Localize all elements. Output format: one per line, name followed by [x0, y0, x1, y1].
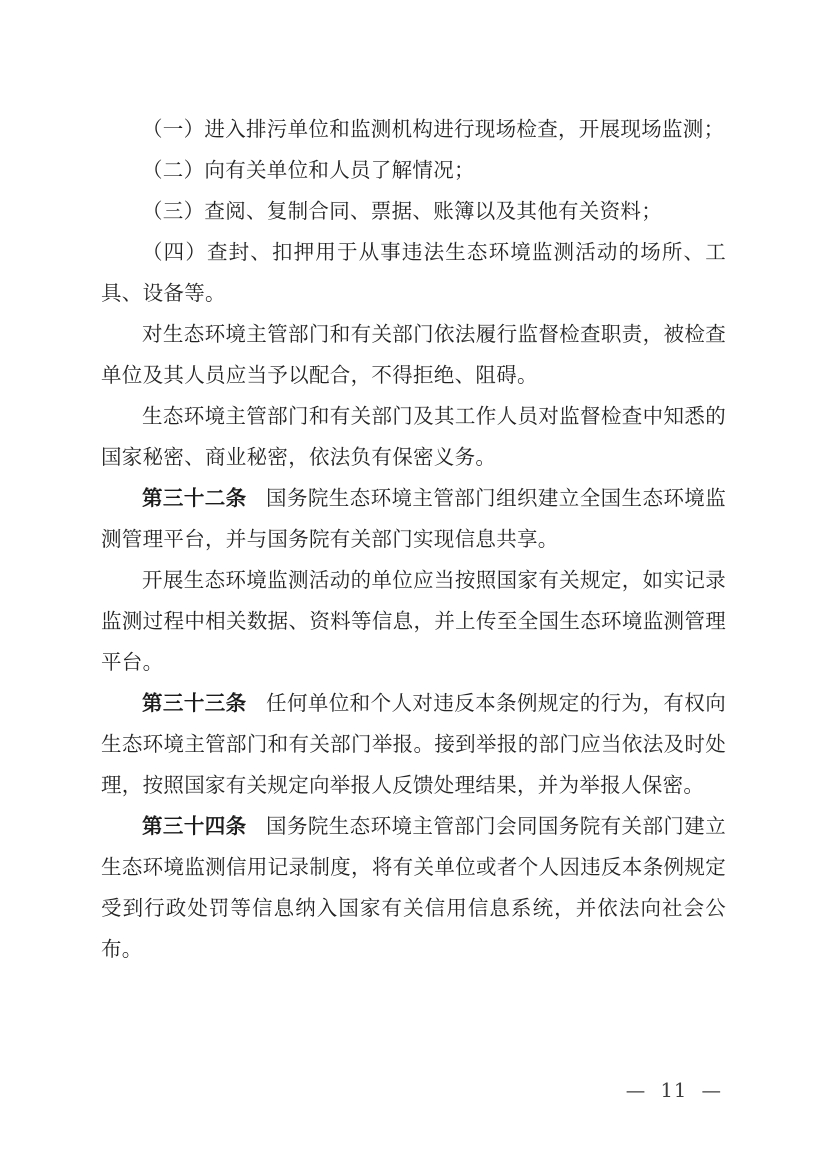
article-32-number: 第三十二条 — [142, 488, 247, 510]
article-33 — [101, 684, 726, 807]
paragraph-confidentiality — [101, 397, 726, 479]
list-item-1 — [101, 110, 726, 151]
paragraph-confidentiality-text: 生态环境主管部门和有关部门及其工作人员对监督检查中知悉的国家秘密、商业秘密，依法负有保密义务。 — [101, 406, 726, 469]
list-item-4-text: （四）查封、扣押用于从事违法生态环境监测活动的场所、工具、设备等。 — [101, 242, 726, 305]
article-34-number: 第三十四条 — [142, 816, 247, 838]
page-number: — 11 — — [625, 1079, 722, 1102]
paragraph-platform-upload-text: 开展生态环境监测活动的单位应当按照国家有关规定，如实记录监测过程中相关数据、资料等信息，并上传至全国生态环境监测管理平台。 — [101, 570, 726, 674]
document-body — [101, 110, 726, 971]
list-item-3 — [101, 192, 726, 233]
list-item-3-text: （三）查阅、复制合同、票据、账簿以及其他有关资料； — [142, 201, 662, 223]
article-32 — [101, 479, 726, 561]
list-item-4 — [101, 233, 726, 315]
article-34 — [101, 807, 726, 971]
article-33-text: 任何单位和个人对违反本条例规定的行为，有权向生态环境主管部门和有关部门举报。接到举报的部门应当依法及时处理，按照国家有关规定向举报人反馈处理结果，并为举报人保密。 — [101, 693, 726, 797]
list-item-1-text: （一）进入排污单位和监测机构进行现场检查，开展现场监测； — [142, 119, 725, 141]
paragraph-supervision-cooperation — [101, 315, 726, 397]
article-33-number: 第三十三条 — [142, 693, 247, 715]
article-32-text: 国务院生态环境主管部门组织建立全国生态环境监测管理平台，并与国务院有关部门实现信息共享。 — [101, 488, 726, 551]
list-item-2-text: （二）向有关单位和人员了解情况； — [142, 160, 475, 182]
paragraph-supervision-cooperation-text: 对生态环境主管部门和有关部门依法履行监督检查职责，被检查单位及其人员应当予以配合，不得拒绝、阻碍。 — [101, 324, 726, 387]
article-34-text: 国务院生态环境主管部门会同国务院有关部门建立生态环境监测信用记录制度，将有关单位或者个人因违反本条例规定受到行政处罚等信息纳入国家有关信用信息系统，并依法向社会公布。 — [101, 816, 726, 961]
paragraph-platform-upload — [101, 561, 726, 684]
list-item-2 — [101, 151, 726, 192]
